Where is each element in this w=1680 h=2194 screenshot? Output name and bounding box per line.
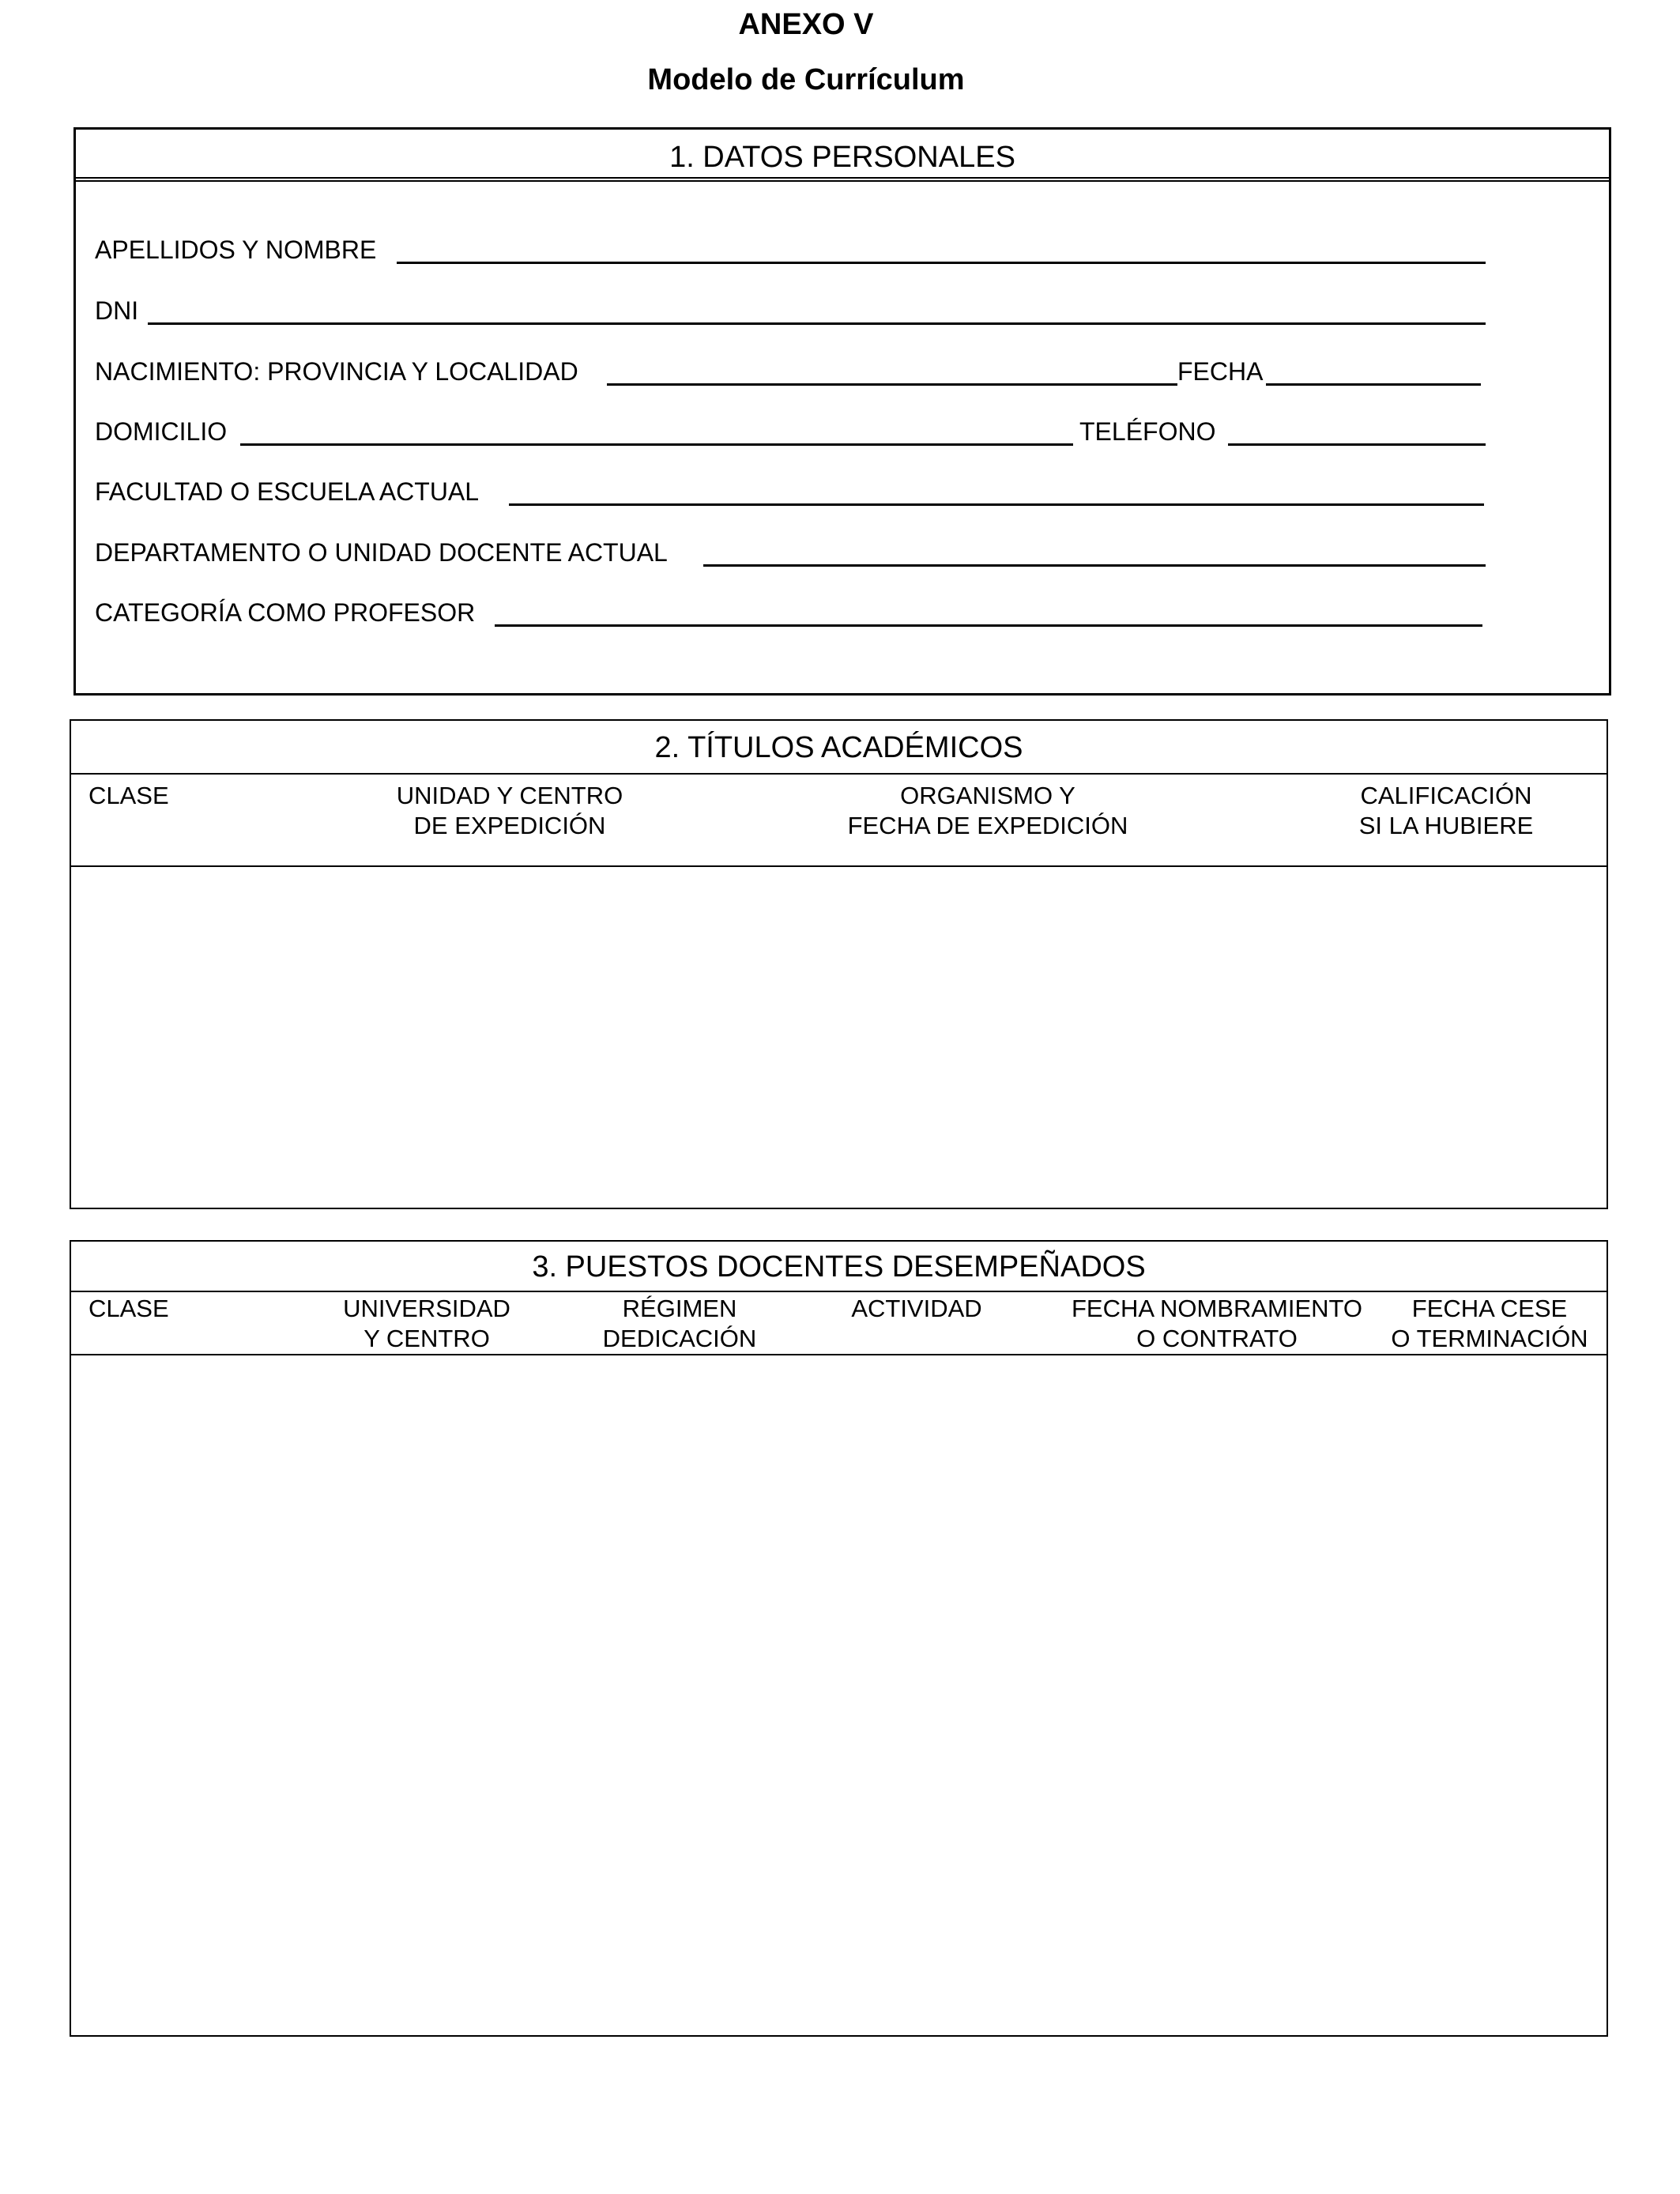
dni-blank[interactable] (148, 322, 1486, 325)
positions-entry-area[interactable] (71, 1355, 1607, 2035)
faculty-label: FACULTAD O ESCUELA ACTUAL (95, 477, 480, 506)
faculty-field[interactable] (95, 477, 1596, 509)
faculty-blank[interactable] (509, 503, 1484, 506)
degrees-entry-area[interactable] (71, 867, 1607, 1208)
name-field[interactable] (95, 236, 1596, 267)
academic-degrees-section (70, 719, 1608, 1209)
column-headers (71, 775, 1607, 867)
annex-title: ANEXO V (738, 8, 874, 41)
document-subtitle: Modelo de Currículum (647, 63, 965, 96)
birthplace-label: NACIMIENTO: PROVINCIA Y LOCALIDAD (95, 357, 578, 386)
name-blank[interactable] (397, 262, 1486, 264)
birthplace-blank[interactable] (607, 383, 1177, 386)
section-title: 1. DATOS PERSONALES (76, 130, 1609, 182)
column-header: FECHA CESE O TERMINACIÓN (1391, 1295, 1588, 1352)
birthdate-blank[interactable] (1266, 383, 1481, 386)
column-header: CLASE (89, 782, 169, 809)
phone-blank[interactable] (1228, 443, 1486, 446)
column-header: UNIDAD Y CENTRO DE EXPEDICIÓN (396, 782, 623, 839)
address-label: DOMICILIO (95, 417, 228, 446)
teaching-positions-section (70, 1240, 1608, 2037)
section-title: 3. PUESTOS DOCENTES DESEMPEÑADOS (71, 1242, 1607, 1292)
dni-field[interactable] (95, 296, 1596, 328)
column-header: CLASE (89, 1295, 169, 1322)
section-title: 2. TÍTULOS ACADÉMICOS (71, 721, 1607, 775)
column-headers (71, 1292, 1607, 1355)
dni-label: DNI (95, 296, 139, 325)
column-header: CALIFICACIÓN SI LA HUBIERE (1358, 782, 1534, 839)
column-header: ACTIVIDAD (851, 1295, 982, 1322)
address-blank[interactable] (240, 443, 1073, 446)
column-header: ORGANISMO Y FECHA DE EXPEDICIÓN (847, 782, 1128, 839)
birthdate-label: FECHA (1177, 357, 1264, 386)
category-field[interactable] (95, 598, 1596, 630)
column-header: RÉGIMEN DEDICACIÓN (602, 1295, 757, 1352)
column-header: UNIVERSIDAD Y CENTRO (343, 1295, 510, 1352)
column-header: FECHA NOMBRAMIENTO O CONTRATO (1071, 1295, 1363, 1352)
birthplace-field[interactable] (95, 357, 1596, 389)
department-blank[interactable] (703, 564, 1486, 567)
phone-label: TELÉFONO (1079, 417, 1216, 446)
department-label: DEPARTAMENTO O UNIDAD DOCENTE ACTUAL (95, 538, 668, 567)
category-blank[interactable] (495, 624, 1482, 627)
personal-data-section (73, 127, 1611, 696)
department-field[interactable] (95, 538, 1596, 570)
address-field[interactable] (95, 417, 1596, 449)
category-label: CATEGORÍA COMO PROFESOR (95, 598, 476, 627)
name-label: APELLIDOS Y NOMBRE (95, 236, 377, 264)
